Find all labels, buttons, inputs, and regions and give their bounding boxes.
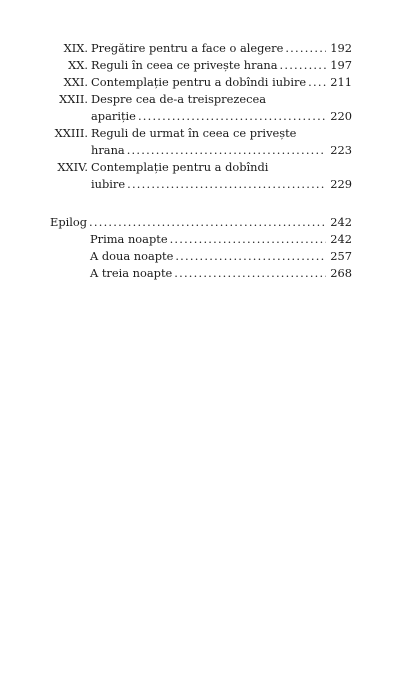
page-number: 268 xyxy=(330,266,352,280)
toc-entry-continuation xyxy=(50,176,352,193)
dot-leader xyxy=(174,265,326,282)
dot-leader xyxy=(127,142,326,159)
chapter-title-continued: iubire xyxy=(91,177,126,191)
toc-entry-line xyxy=(50,91,352,108)
page-number: 223 xyxy=(330,143,352,157)
page-number: 242 xyxy=(330,232,352,246)
chapter-title-continued: apariție xyxy=(91,109,136,123)
toc-entry-line xyxy=(50,125,352,142)
toc-entry xyxy=(50,57,352,74)
toc-entry-continuation xyxy=(50,108,352,125)
dot-leader xyxy=(175,248,326,265)
chapter-number: XXIV. xyxy=(57,160,88,174)
epilog-title: Epilog xyxy=(50,215,88,229)
section-spacer xyxy=(50,193,352,214)
chapter-number: XIX. xyxy=(63,41,88,55)
chapter-title: Contemplație pentru a dobîndi xyxy=(91,160,269,174)
toc-entry-line xyxy=(50,159,352,176)
dot-leader xyxy=(308,74,326,91)
chapter-number: XXII. xyxy=(59,92,88,106)
page-number: 211 xyxy=(330,75,352,89)
toc-entry xyxy=(50,40,352,57)
page-number: 257 xyxy=(330,249,352,263)
page-number: 192 xyxy=(330,41,352,55)
chapter-number: XX. xyxy=(68,58,88,72)
dot-leader xyxy=(280,57,326,74)
toc-subentry xyxy=(50,231,352,248)
page-number: 197 xyxy=(330,58,352,72)
toc-subentry xyxy=(50,248,352,265)
chapter-title: Despre cea de-a treisprezecea xyxy=(91,92,267,106)
page-number: 220 xyxy=(330,109,352,123)
dot-leader xyxy=(138,108,326,125)
chapter-title: Pregătire pentru a face o alegere xyxy=(91,41,284,55)
chapter-title: Reguli în ceea ce privește hrana xyxy=(91,58,278,72)
subentry-title: Prima noapte xyxy=(90,232,168,246)
chapter-title: Contemplație pentru a dobîndi iubire xyxy=(91,75,307,89)
dot-leader xyxy=(89,214,326,231)
dot-leader xyxy=(285,40,326,57)
page-number: 242 xyxy=(330,215,352,229)
table-of-contents xyxy=(50,40,352,282)
page-number: 229 xyxy=(330,177,352,191)
dot-leader xyxy=(170,231,326,248)
toc-subentry xyxy=(50,265,352,282)
dot-leader xyxy=(127,176,326,193)
chapter-title-continued: hrana xyxy=(91,143,125,157)
chapter-number: XXIII. xyxy=(54,126,88,140)
subentry-title: A treia noapte xyxy=(90,266,173,280)
toc-epilog xyxy=(50,214,352,231)
subentry-title: A doua noapte xyxy=(90,249,174,263)
toc-entry xyxy=(50,74,352,91)
chapter-number: XXI. xyxy=(63,75,88,89)
toc-entry-continuation xyxy=(50,142,352,159)
chapter-title: Reguli de urmat în ceea ce privește xyxy=(91,126,297,140)
